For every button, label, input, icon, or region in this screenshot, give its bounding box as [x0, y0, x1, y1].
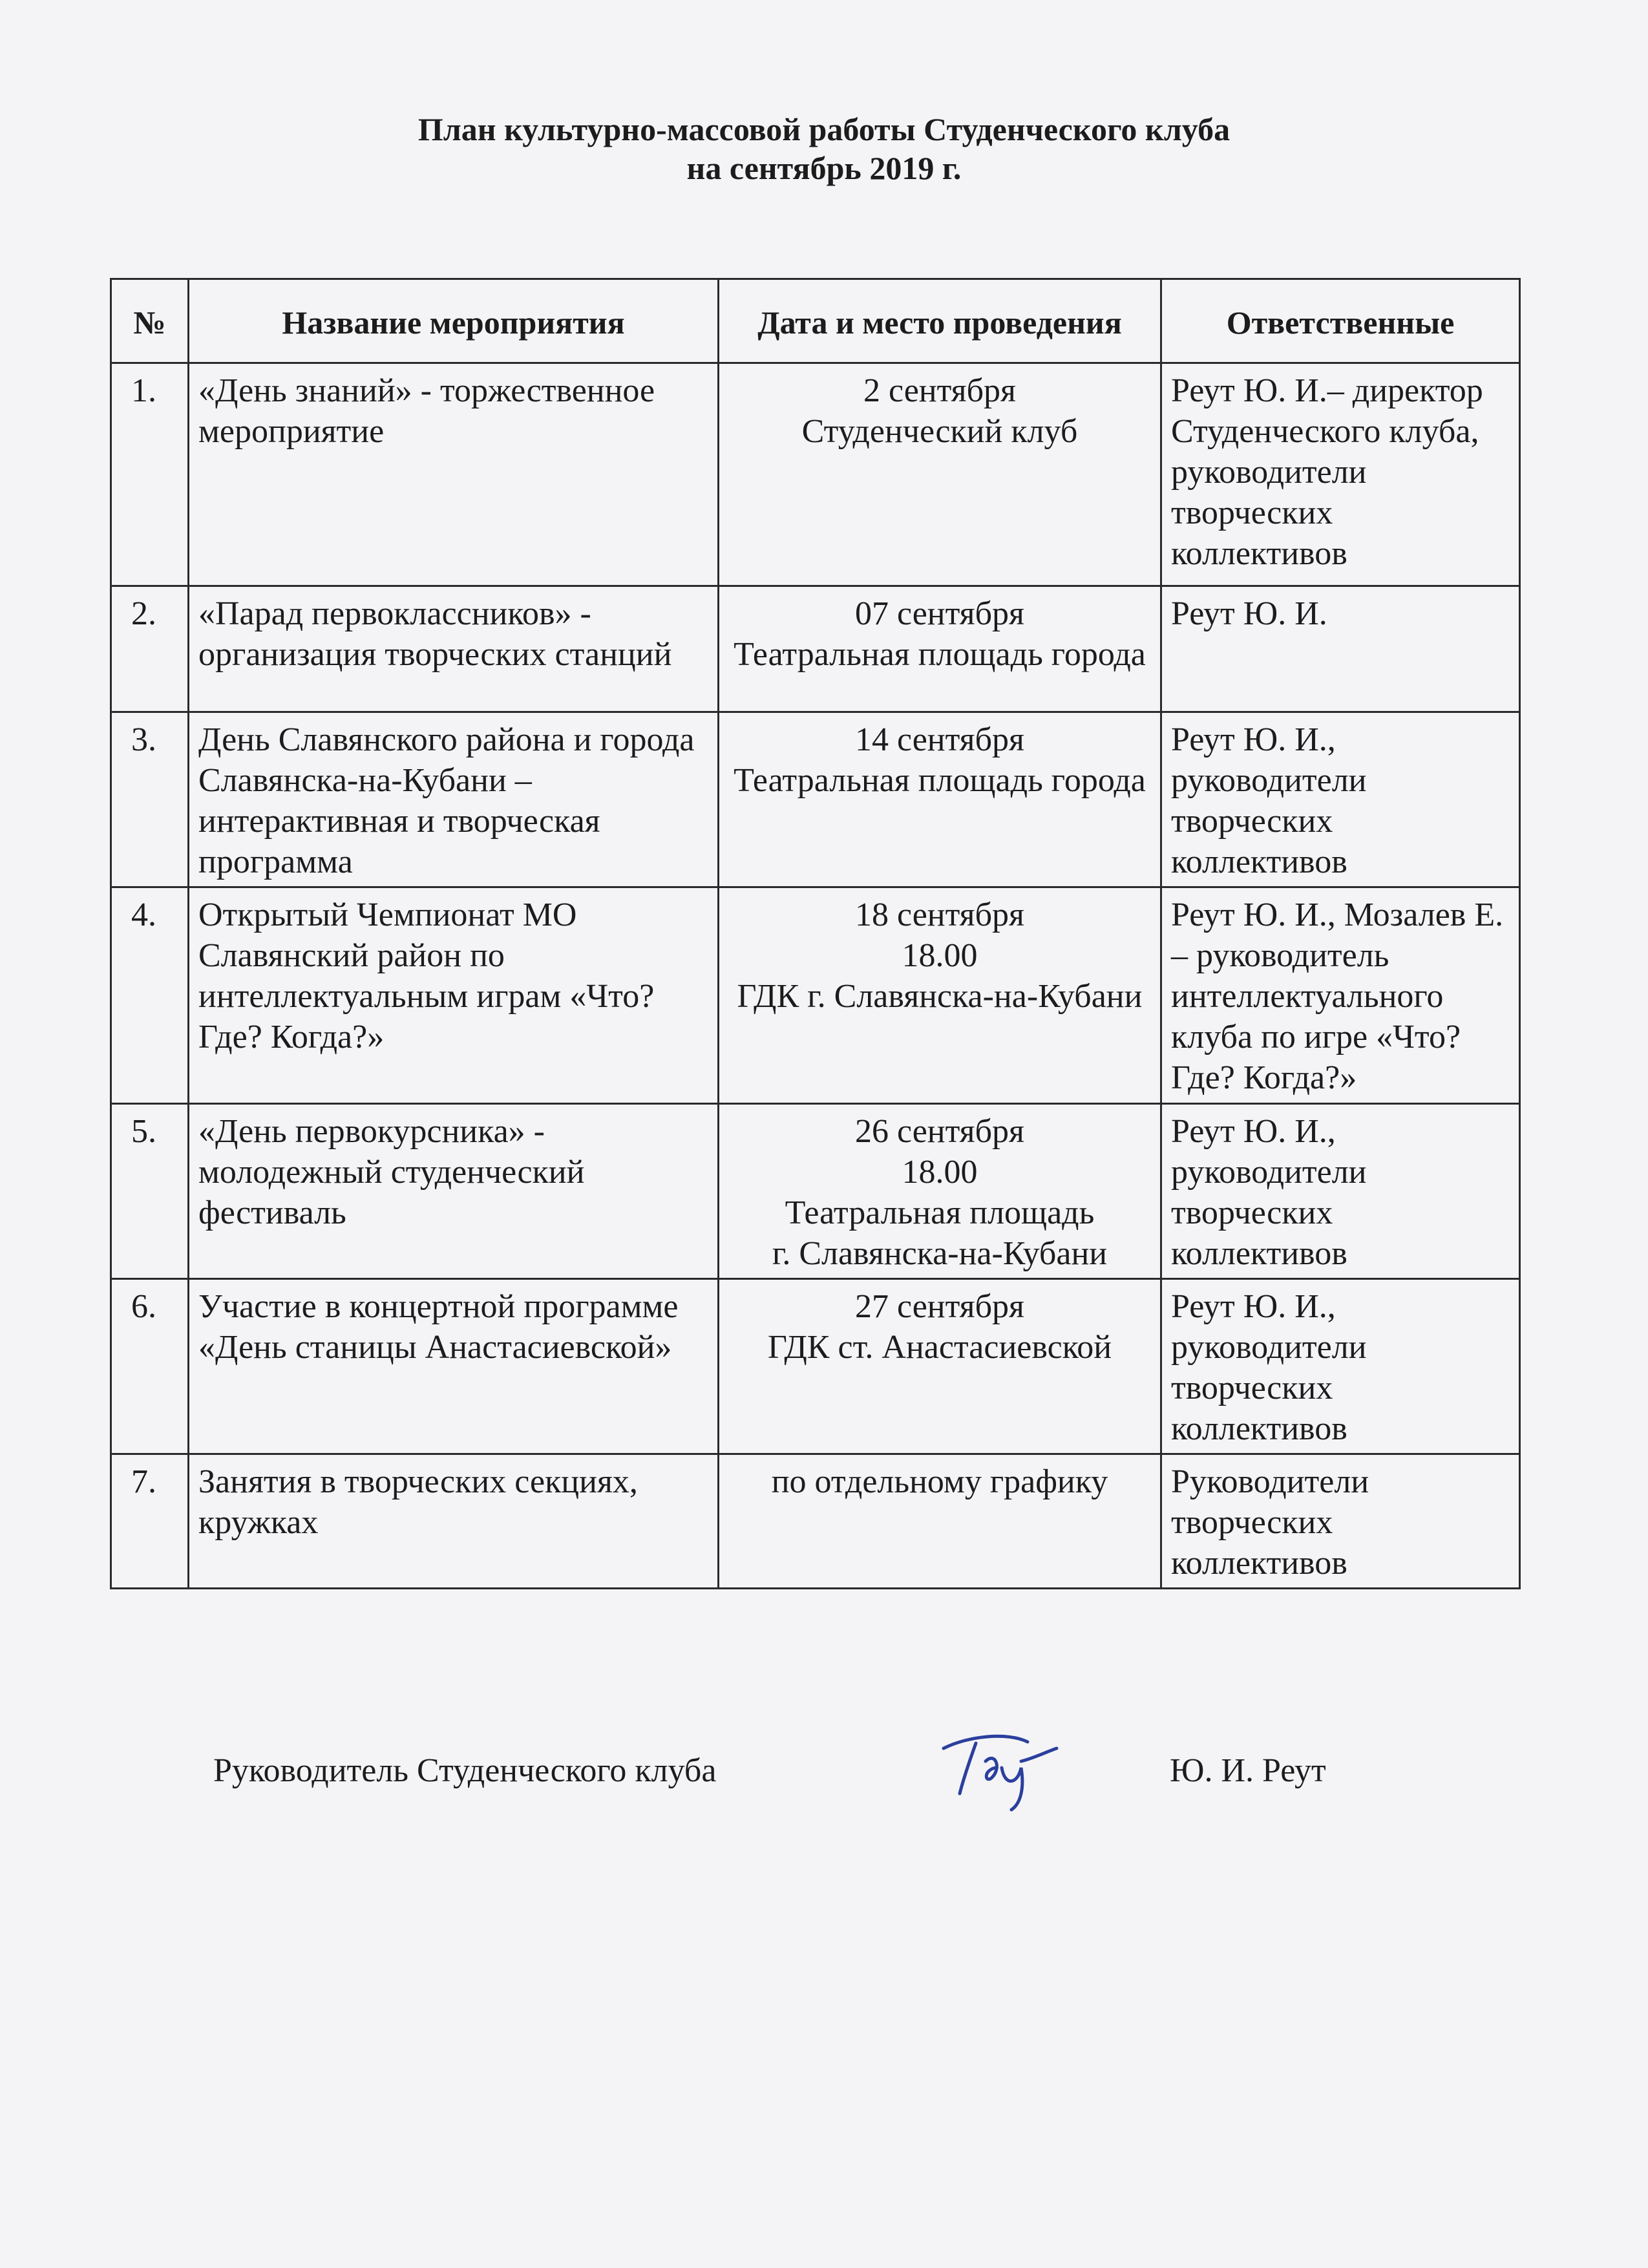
event-date-place: 14 сентября Театральная площадь города: [719, 712, 1161, 887]
table-row: [111, 1279, 1520, 1454]
title-line-1: План культурно-массовой работы Студенческого клуба: [417, 111, 1231, 147]
event-responsible: Реут Ю. И., руководители творческих коллективов: [1161, 1279, 1520, 1454]
table-row: [111, 586, 1520, 712]
title-line-2: на сентябрь 2019 г.: [686, 150, 962, 186]
event-responsible: Реут Ю. И., Мозалев Е. – руководитель интеллектуального клуба по игре «Что? Где? Когда?»: [1161, 887, 1520, 1104]
event-name: «Парад первоклассников» - организация творческих станций: [189, 586, 719, 712]
table-row: [111, 1454, 1520, 1589]
event-name: Участие в концертной программе «День станицы Анастасиевской»: [189, 1279, 719, 1454]
event-responsible: Реут Ю. И.: [1161, 586, 1520, 712]
event-date-place: 27 сентября ГДК ст. Анастасиевской: [719, 1279, 1161, 1454]
header-number: №: [111, 279, 189, 363]
signatory-position: Руководитель Студенческого клуба: [213, 1752, 717, 1789]
event-date-place: 2 сентября Студенческий клуб: [719, 363, 1161, 586]
document-title: [0, 110, 1648, 187]
events-table: [110, 278, 1521, 1589]
handwritten-signature: [931, 1722, 1060, 1813]
event-name: Открытый Чемпионат МО Славянский район по интеллектуальным играм «Что? Где? Когда?»: [189, 887, 719, 1104]
event-responsible: Реут Ю. И.– директор Студенческого клуба, руководители творческих коллективов: [1161, 363, 1520, 586]
row-number: 3.: [111, 712, 189, 887]
event-name: День Славянского района и города Славянска-на-Кубани – интерактивная и творческая программа: [189, 712, 719, 887]
row-number: 5.: [111, 1104, 189, 1279]
event-responsible: Реут Ю. И., руководители творческих коллективов: [1161, 712, 1520, 887]
event-name: «День знаний» - торжественное мероприятие: [189, 363, 719, 586]
event-name: «День первокурсника» - молодежный студенческий фестиваль: [189, 1104, 719, 1279]
table-row: [111, 1104, 1520, 1279]
event-date-place: 18 сентября 18.00 ГДК г. Славянска-на-Кубани: [719, 887, 1161, 1104]
event-date-place: 26 сентября 18.00 Театральная площадь г. Славянска-на-Кубани: [719, 1104, 1161, 1279]
row-number: 6.: [111, 1279, 189, 1454]
header-event-name: Название мероприятия: [189, 279, 719, 363]
row-number: 4.: [111, 887, 189, 1104]
event-date-place: 07 сентября Театральная площадь города: [719, 586, 1161, 712]
event-name: Занятия в творческих секциях, кружках: [189, 1454, 719, 1589]
signatory-name: Ю. И. Реут: [1170, 1752, 1326, 1789]
signature-stroke: [944, 1736, 1057, 1810]
table-row: [111, 712, 1520, 887]
table-row: [111, 363, 1520, 586]
row-number: 7.: [111, 1454, 189, 1589]
row-number: 1.: [111, 363, 189, 586]
header-date-place: Дата и место проведения: [719, 279, 1161, 363]
event-responsible: Реут Ю. И., руководители творческих коллективов: [1161, 1104, 1520, 1279]
event-responsible: Руководители творческих коллективов: [1161, 1454, 1520, 1589]
event-date-place: по отдельному графику: [719, 1454, 1161, 1589]
row-number: 2.: [111, 586, 189, 712]
table-header-row: [111, 279, 1520, 363]
table-row: [111, 887, 1520, 1104]
header-responsible: Ответственные: [1161, 279, 1520, 363]
